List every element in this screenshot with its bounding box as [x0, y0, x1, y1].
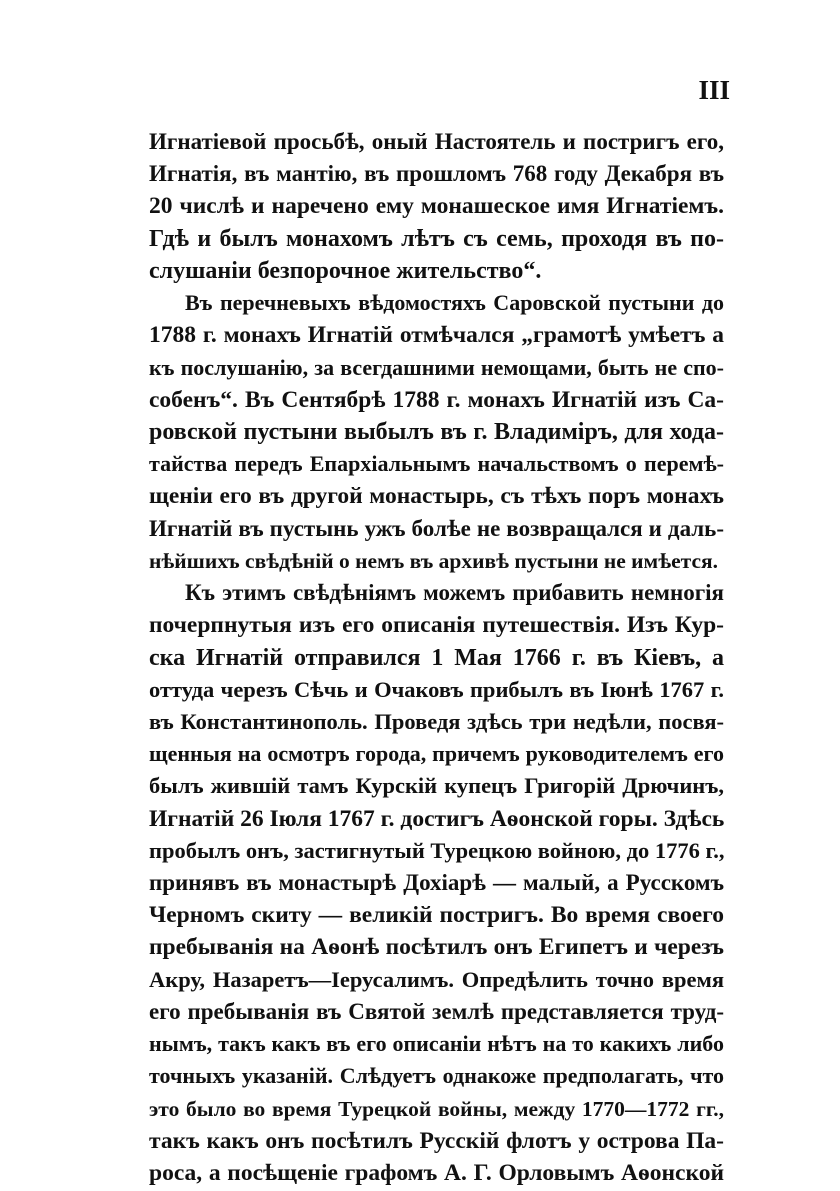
text-line: точныхъ указаній. Слѣдуетъ однакоже предполагать, что: [149, 1063, 724, 1089]
text-line: пробылъ онъ, застигнутый Турецкою войною, до 1776 г.,: [149, 837, 724, 863]
text-line: пребыванія на Аѳонѣ посѣтилъ онъ Египетъ и черезъ: [149, 934, 724, 961]
text-line: Черномъ скиту — великій постригъ. Во время своего: [149, 902, 724, 929]
text-line: щеніи его въ другой монастырь, съ тѣхъ поръ монахъ: [149, 483, 724, 510]
text-line: 1788 г. монахъ Игнатій отмѣчался „грамотѣ умѣетъ а: [149, 322, 724, 349]
text-line: слушаніи безпорочное жительство“.: [149, 257, 542, 284]
text-line: Игнатій 26 Іюля 1767 г. достигъ Аѳонской горы. Здѣсь: [149, 805, 724, 832]
text-line: тайства передъ Епархіальнымъ начальствомъ о перемѣ-: [149, 451, 724, 477]
body-text: [149, 126, 724, 1189]
text-line: Къ этимъ свѣдѣніямъ можемъ прибавить немногія: [185, 580, 724, 606]
text-line: Акру, Назаретъ—Іерусалимъ. Опредѣлить точно время: [149, 966, 724, 992]
page-number: III: [698, 75, 730, 105]
text-line: принявъ въ монастырѣ Дохіарѣ — малый, а Русскомъ: [149, 870, 724, 896]
text-line: Игнатія, въ мантію, въ прошломъ 768 году Декабря въ: [149, 161, 724, 187]
text-line: такъ какъ онъ посѣтилъ Русскій флотъ у острова Па-: [149, 1127, 724, 1154]
text-line: это было во время Турецкой войны, между 1770—1772 гг.,: [149, 1096, 724, 1121]
text-line: 20 числѣ и наречено ему монашеское имя Игнатіемъ.: [149, 193, 724, 220]
text-line: щенныя на осмотръ города, причемъ руководителемъ его: [149, 741, 724, 767]
text-line: оттуда черезъ Сѣчь и Очаковъ прибылъ въ Іюнѣ 1767 г.: [149, 676, 724, 702]
text-line: нѣйшихъ свѣдѣній о немъ въ архивѣ пустыни не имѣется.: [149, 548, 719, 573]
text-line: къ послушанію, за всегдашними немощами, быть не спо-: [149, 354, 724, 380]
text-line: Гдѣ и былъ монахомъ лѣтъ съ семь, проходя въ по-: [149, 225, 724, 252]
text-line: былъ жившій тамъ Курскій купецъ Григорій Дрючинъ,: [149, 773, 724, 799]
text-line: Игнатіевой просьбѣ, оный Настоятель и постригъ его,: [149, 129, 724, 154]
text-line: роса, а посѣщеніе графомъ А. Г. Орловымъ Аѳонской: [149, 1160, 724, 1186]
text-line: ровской пустыни выбылъ въ г. Владиміръ, для хода-: [149, 418, 724, 445]
text-line: нымъ, такъ какъ въ его описаніи нѣтъ на то какихъ либо: [149, 1031, 724, 1057]
text-line: Игнатій въ пустынь ужъ болѣе не возвращался и даль-: [149, 515, 724, 541]
text-line: Въ перечневыхъ вѣдомостяхъ Саровской пустыни до: [185, 290, 724, 316]
text-line: почерпнутыя изъ его описанія путешествія. Изъ Кур-: [149, 612, 724, 639]
text-line: въ Константинополь. Проведя здѣсь три недѣли, посвя-: [149, 708, 724, 734]
text-line: собенъ“. Въ Сентябрѣ 1788 г. монахъ Игнатій изъ Са-: [149, 386, 724, 413]
text-line: ска Игнатій отправился 1 Мая 1766 г. въ Кіевъ, а: [149, 644, 724, 671]
text-line: его пребыванія въ Святой землѣ представляется труд-: [149, 998, 724, 1024]
